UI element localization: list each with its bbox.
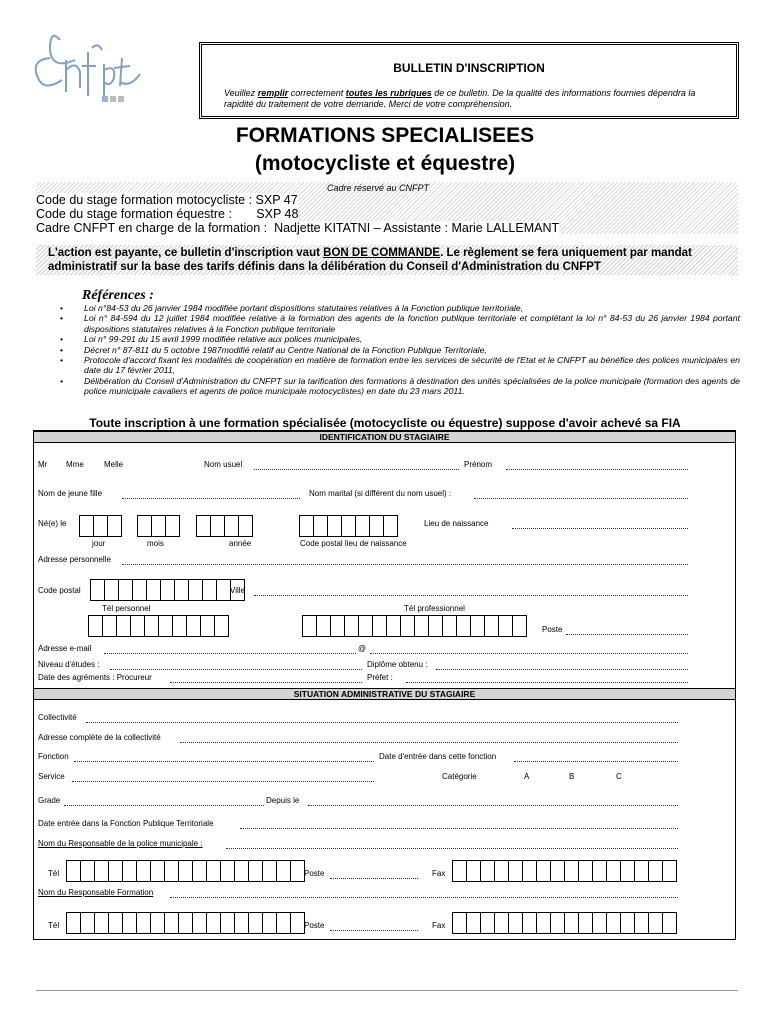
code-postal-label: Code postal bbox=[38, 586, 81, 595]
fonction-label: Fonction bbox=[38, 752, 69, 761]
lieu-naissance-field[interactable] bbox=[512, 528, 688, 529]
prefet-label: Préfet : bbox=[367, 673, 393, 682]
reserved-label: Cadre réservé au CNFPT bbox=[327, 183, 430, 193]
payment-notice: L'action est payante, ce bulletin d'inscription vaut BON DE COMMANDE. Le règlement se fera uniquement par mandat administratif sur la base des tarifs définis dans la délibération du Conseil d'Administration du CNFPT bbox=[36, 245, 738, 275]
list-item: • Décret n° 87-811 du 5 octobre 1987modifié relatif au Centre National de la Fonction Publique Territoriale, bbox=[60, 345, 740, 355]
categorie-a[interactable]: A bbox=[524, 772, 530, 781]
list-item: • Protocole d'accord fixant les modalités de coopération en matière de formation entre les services de sécurité de l'Etat et le CNFPT au bénéfice des polices municipales en date du 17 février 2011, bbox=[60, 355, 740, 376]
fonction-field[interactable] bbox=[74, 761, 374, 762]
list-item: • Délibération du Conseil d'Administration du CNFPT sur la tarification des formations à destination des unités spécialisées de la police municipale (formation des agents de police municipale cavaliers et agents de police municipale motocyclistes) en date du 23 mars 2011. bbox=[60, 376, 740, 397]
header-box bbox=[199, 42, 739, 119]
email-field[interactable] bbox=[104, 653, 356, 654]
cp-naissance-label: Code postal lieu de naissance bbox=[300, 539, 407, 548]
niveau-label: Niveau d'études : bbox=[38, 660, 100, 669]
poste-police-field[interactable] bbox=[330, 878, 418, 879]
stage-codes bbox=[36, 193, 559, 235]
cp-naissance-boxes[interactable] bbox=[299, 515, 397, 537]
mois-label: mois bbox=[147, 539, 164, 548]
references-title: Références : bbox=[82, 288, 154, 303]
fax-formation-boxes[interactable] bbox=[452, 912, 676, 934]
poste-formation-field[interactable] bbox=[330, 930, 418, 931]
nom-marital-field[interactable] bbox=[474, 498, 688, 499]
resp-police-label: Nom du Responsable de la police municipale : bbox=[38, 839, 203, 848]
bulletin-title: BULLETIN D'INSCRIPTION bbox=[393, 61, 545, 75]
poste-formation-label: Poste bbox=[304, 921, 325, 930]
header-instructions: Veuillez remplir correctement toutes les rubriques de ce bulletin. De la qualité des informations fournies dépendra la rapidité du traitement de votre demande. Merci de votre compréhension. bbox=[224, 88, 696, 109]
nom-jeune-fille-field[interactable] bbox=[122, 498, 300, 499]
fia-notice: Toute inscription à une formation spécialisée (motocycliste ou équestre) suppose d'avoir achevé sa FIA bbox=[89, 416, 681, 430]
tel-perso-boxes[interactable] bbox=[88, 615, 228, 637]
prefet-field[interactable] bbox=[406, 682, 688, 683]
prenom-label: Prénom bbox=[464, 460, 493, 469]
ville-label: Ville bbox=[230, 586, 245, 595]
fax-formation-label: Fax bbox=[432, 921, 446, 930]
collectivite-field[interactable] bbox=[86, 722, 678, 723]
mois-boxes[interactable] bbox=[137, 515, 179, 537]
date-fpt-field[interactable] bbox=[240, 828, 678, 829]
diplome-field[interactable] bbox=[436, 669, 688, 670]
date-fpt-label: Date entrée dans la Fonction Publique Territoriale bbox=[38, 819, 214, 828]
email-domain-field[interactable] bbox=[370, 653, 688, 654]
poste-police-label: Poste bbox=[304, 869, 325, 878]
mr-option[interactable]: Mr bbox=[38, 460, 48, 469]
ne-le-label: Né(e) le bbox=[38, 519, 67, 528]
niveau-field[interactable] bbox=[110, 669, 362, 670]
at-sign: @ bbox=[358, 644, 367, 653]
adresse-perso-label: Adresse personnelle bbox=[38, 555, 111, 564]
depuis-field[interactable] bbox=[308, 805, 678, 806]
inscription-form bbox=[33, 430, 736, 940]
tel-formation-boxes[interactable] bbox=[66, 912, 304, 934]
tel-pro-boxes[interactable] bbox=[302, 615, 526, 637]
tel-pro-label: Tél professionnel bbox=[404, 604, 465, 613]
fax-police-label: Fax bbox=[432, 869, 446, 878]
tel-police-boxes[interactable] bbox=[66, 860, 304, 882]
fax-police-boxes[interactable] bbox=[452, 860, 676, 882]
code-line-cadre: Cadre CNFPT en charge de la formation : Nadjette KITATNI – Assistante : Marie LALLEMANT bbox=[36, 221, 560, 235]
resp-police-field[interactable] bbox=[226, 848, 678, 849]
mme-option[interactable]: Mme bbox=[66, 460, 84, 469]
jour-boxes[interactable] bbox=[79, 515, 121, 537]
collectivite-label: Collectivité bbox=[38, 713, 77, 722]
date-fonction-field[interactable] bbox=[514, 761, 678, 762]
nom-marital-label: Nom marital (si différent du nom usuel) : bbox=[309, 489, 452, 498]
list-item: • Loi n°84-53 du 26 janvier 1984 modifiée portant dispositions statutaires relatives à la Fonction publique territoriale, bbox=[60, 303, 740, 313]
nom-usuel-field[interactable] bbox=[254, 469, 459, 470]
situation-bar: SITUATION ADMINISTRATIVE DU STAGIAIRE bbox=[34, 688, 735, 700]
categorie-label: Catégorie bbox=[442, 772, 477, 781]
tel-formation-label: Tél bbox=[48, 921, 60, 930]
categorie-b[interactable]: B bbox=[569, 772, 575, 781]
resp-formation-field[interactable] bbox=[170, 897, 678, 898]
diplome-label: Diplôme obtenu : bbox=[367, 660, 428, 669]
email-label: Adresse e-mail bbox=[38, 644, 92, 653]
grade-field[interactable] bbox=[64, 805, 264, 806]
adresse-perso-field[interactable] bbox=[122, 564, 688, 565]
depuis-label: Depuis le bbox=[266, 796, 300, 805]
jour-label: jour bbox=[92, 539, 106, 548]
melle-option[interactable]: Melle bbox=[104, 460, 124, 469]
poste-field[interactable] bbox=[566, 634, 688, 635]
date-fonction-label: Date d'entrée dans cette fonction bbox=[379, 752, 497, 761]
references-list bbox=[60, 303, 740, 397]
identification-bar: IDENTIFICATION DU STAGIAIRE bbox=[34, 431, 735, 443]
tel-perso-label: Tél personnel bbox=[102, 604, 151, 613]
grade-label: Grade bbox=[38, 796, 61, 805]
nom-usuel-label: Nom usuel bbox=[204, 460, 243, 469]
code-line-equestre: Code du stage formation équestre : SXP 48 bbox=[36, 207, 299, 221]
service-field[interactable] bbox=[72, 781, 374, 782]
procureur-field[interactable] bbox=[170, 682, 362, 683]
tel-police-label: Tél bbox=[48, 869, 60, 878]
cnfpt-logo bbox=[30, 30, 150, 110]
adresse-coll-field[interactable] bbox=[180, 742, 678, 743]
prenom-field[interactable] bbox=[506, 469, 688, 470]
list-item: • Loi n° 99-291 du 15 avril 1999 modifiée relative aux polices municipales, bbox=[60, 334, 740, 344]
nom-jeune-fille-label: Nom de jeune fille bbox=[38, 489, 103, 498]
poste-label: Poste bbox=[542, 625, 563, 634]
code-line-moto: Code du stage formation motocycliste : SXP 47 bbox=[36, 193, 298, 207]
footer-divider bbox=[36, 990, 738, 991]
annee-boxes[interactable] bbox=[196, 515, 252, 537]
service-label: Service bbox=[38, 772, 65, 781]
ville-field[interactable] bbox=[254, 595, 688, 596]
agrements-label: Date des agréments : Procureur bbox=[38, 673, 152, 682]
adresse-coll-label: Adresse complète de la collectivité bbox=[38, 733, 161, 742]
lieu-naissance-label: Lieu de naissance bbox=[424, 519, 489, 528]
list-item: • Loi n° 84-594 du 12 juillet 1984 modifiée relative à la formation des agents de la fonction publique territoriale et complétant la loi n° 84-53 du 26 janvier 1984 portant dispositions statutaires relatives à la Fonction publique territoriale bbox=[60, 313, 740, 334]
categorie-c[interactable]: C bbox=[616, 772, 622, 781]
annee-label: année bbox=[229, 539, 252, 548]
page-title: FORMATIONS SPECIALISEES (motocycliste et équestre) bbox=[235, 124, 535, 175]
code-postal-boxes[interactable] bbox=[90, 579, 244, 601]
resp-formation-label: Nom du Responsable Formation bbox=[38, 888, 154, 897]
